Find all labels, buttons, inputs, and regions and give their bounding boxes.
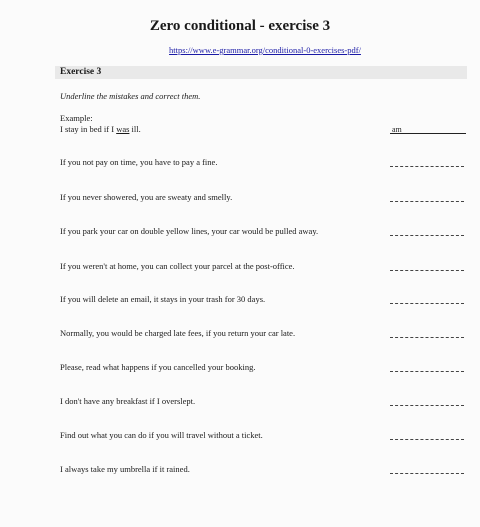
sentence-item: If you park your car on double yellow lines, your car would be pulled away. [60, 226, 319, 236]
example-label: Example: [60, 113, 93, 123]
answer-blank[interactable] [390, 473, 464, 474]
answer-blank[interactable] [390, 371, 464, 372]
answer-blank[interactable] [390, 439, 464, 440]
example-text-after: ill. [129, 124, 141, 134]
example-mistake: was [116, 124, 130, 134]
sentence-item: Please, read what happens if you cancelled your booking. [60, 362, 256, 372]
answer-blank[interactable] [390, 337, 464, 338]
sentence-item: If you will delete an email, it stays in your trash for 30 days. [60, 294, 266, 304]
source-link[interactable]: https://www.e-grammar.org/conditional-0-exercises-pdf/ [169, 45, 361, 55]
example-sentence [60, 124, 141, 134]
answer-blank[interactable] [390, 270, 464, 271]
page-title: Zero conditional - exercise 3 [149, 18, 331, 34]
sentence-item: Find out what you can do if you will travel without a ticket. [60, 430, 263, 440]
section-title: Exercise 3 [60, 67, 102, 77]
answer-blank[interactable] [390, 405, 464, 406]
sentence-item: Normally, you would be charged late fees, if you return your car late. [60, 328, 296, 338]
sentence-item: If you weren't at home, you can collect your parcel at the post-office. [60, 261, 295, 271]
section-header-bar [55, 66, 467, 79]
answer-blank[interactable] [390, 235, 464, 236]
sentence-item: If you never showered, you are sweaty and smelly. [60, 192, 233, 202]
sentence-item: I always take my umbrella if it rained. [60, 464, 190, 474]
example-answer-line [390, 133, 466, 134]
instruction-text: Underline the mistakes and correct them. [60, 91, 201, 101]
example-text-before: I stay in bed if I [60, 124, 117, 134]
example-answer: am [392, 125, 402, 134]
answer-blank[interactable] [390, 303, 464, 304]
answer-blank[interactable] [390, 166, 464, 167]
sentence-item: I don't have any breakfast if I overslept. [60, 396, 196, 406]
answer-blank[interactable] [390, 201, 464, 202]
sentence-item: If you not pay on time, you have to pay a fine. [60, 157, 218, 167]
